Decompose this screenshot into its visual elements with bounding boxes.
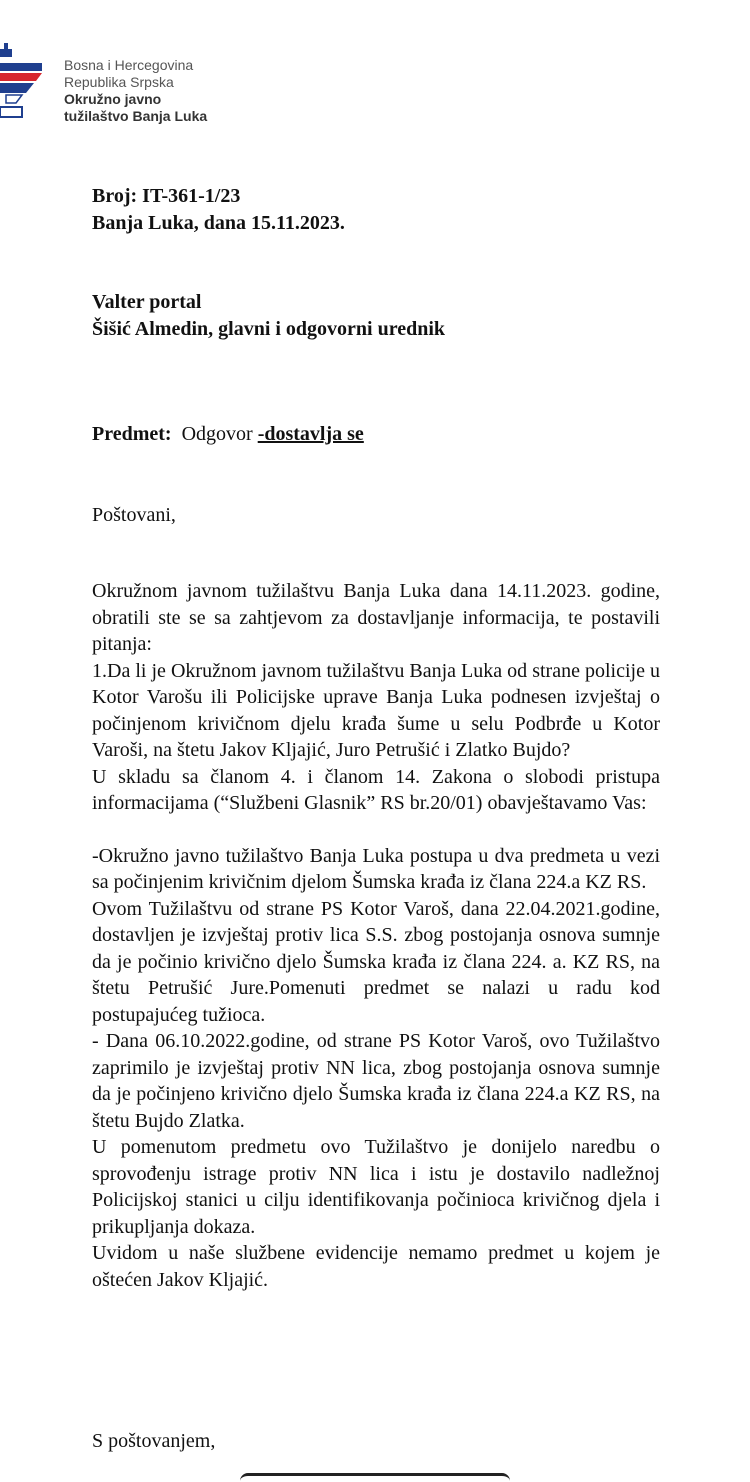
paragraph-question: 1.Da li je Okružnom javnom tužilaštvu Banja Luka od strane policije u Kotor Varošu ili Policijske uprave Banja Luka podnesen izvještaj o počinjenom krivičnom djelu krađa šume u selu Podbrđe u Kotor Varoši, na štetu Jakov Kljajić, Juro Petrušić i Zlatko Bujdo? [92,659,660,761]
organization-block [64,57,207,125]
org-line-entity: Republika Srpska [64,74,174,90]
coat-of-arms-logo [0,35,46,121]
subject-line [92,421,364,448]
recipient-name: Valter portal [92,291,202,313]
org-line-office: Okružno javno [64,91,162,107]
paragraph-legal-basis: U skladu sa članom 4. i članom 14. Zakona o slobodi pristupa informacijama (“Službeni Glasnik” RS br.20/01) obavještavamo Vas: [92,765,660,814]
reference-block [92,183,345,237]
paragraph-request: Okružnom javnom tužilaštvu Banja Luka dana 14.11.2023. godine, obratili ste se sa zahtjevom za dostavljanje informacija, te postavili pitanja: [92,580,660,655]
closing: S poštovanjem, [92,1430,216,1452]
paragraph-conclusion: Uvidom u naše službene evidencije nemamo predmet u kojem je oštećen Jakov Kljajić. [92,1242,660,1291]
org-line-country: Bosna i Hercegovina [64,57,194,73]
subject-label: Predmet: [92,423,172,445]
place-date: Banja Luka, dana 15.11.2023. [92,212,345,234]
subject-text: Odgovor [181,423,258,445]
recipient-person: Šišić Almedin, glavni i odgovorni urednik [92,318,446,340]
paragraph-investigation: U pomenutom predmetu ovo Tužilaštvo je donijelo naredbu o sprovođenju istrage protiv NN lica i istu je dostavilo nadležnoj Policijskoj stanici u cilju identifikovanja počinioca krivičnog djela i prikupljanja dokaza. [92,1136,660,1238]
reference-number: Broj: IT-361-1/23 [92,185,241,207]
recipient-block [92,289,445,343]
paragraph-case-two: - Dana 06.10.2022.godine, od strane PS Kotor Varoš, ovo Tužilaštvo zaprimilo je izvještaj protiv NN lica, zbog postojanja osnova sumnje da je počinjeno krivično djelo Šumska krađa iz člana 224.a KZ RS, na štetu Bujdo Zlatka. [92,1030,660,1132]
paragraph-case-one: Ovom Tužilaštvu od strane PS Kotor Varoš, dana 22.04.2021.godine, dostavljen je izvještaj protiv lica S.S. zbog postojanja osnova sumnje da je počinio krivično djelo Šumska krađa iz člana 224. a. KZ RS, na štetu Petrušić Jure.Pomenuti predmet se nalazi u radu kod postupajućeg tužioca. [92,897,660,1026]
paragraph-answer-intro: -Okružno javno tužilaštvo Banja Luka postupa u dva predmeta u vezi sa počinjenim krivičnim djelom Šumska krađa iz člana 224.a KZ RS. [92,844,660,893]
subject-underlined: -dostavlja se [257,423,364,445]
salutation: Poštovani, [92,504,176,526]
org-line-office-city: tužilaštvo Banja Luka [64,108,208,124]
letter-body [92,578,660,1293]
